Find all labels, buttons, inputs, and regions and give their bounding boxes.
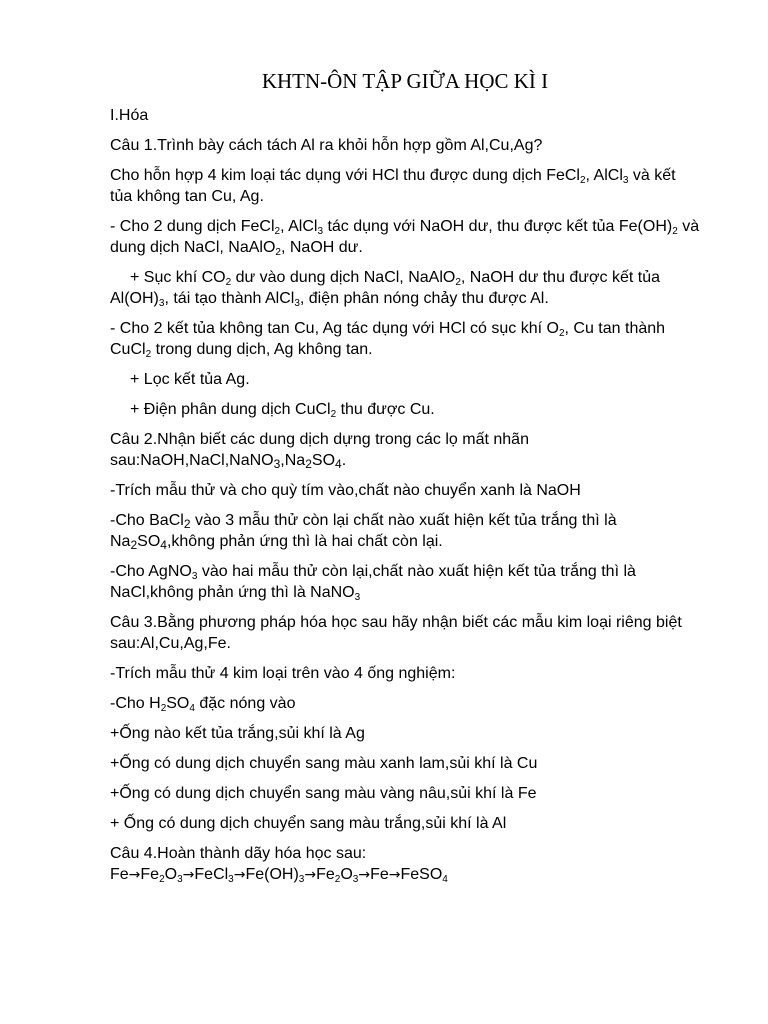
question-4	[110, 843, 700, 886]
q3-paragraph-1: -Trích mẫu thử 4 kim loại trên vào 4 ống nghiệm:	[110, 665, 456, 682]
q2-paragraph-3: -Cho AgNO$_3$ vào hai mẫu thử còn lại,chất nào xuất hiện kết tủa trắng thì là NaCl,không phản ứng thì là NaNO$_3$	[110, 563, 636, 603]
q1-paragraph-1: Cho hỗn hợp 4 kim loại tác dụng với HCl thu được dung dịch FeCl$_2$, AlCl$_3$ và kết tủa không tan Cu, Ag.	[110, 167, 676, 205]
question-2: Câu 2.Nhận biết các dung dịch dựng trong các lọ mất nhãn $sau:NaOH,NaCl,NaNO_3,Na_2SO_4$.	[110, 431, 529, 471]
section-heading: I.Hóa	[110, 107, 149, 124]
arrow-right-icon: →	[358, 867, 371, 883]
q3-paragraph-4: +Ống có dung dịch chuyển sang màu xanh lam,sủi khí là Cu	[110, 755, 538, 772]
q1-paragraph-4: - Cho 2 kết tủa không tan Cu, Ag tác dụng với HCl có sục khí $O_2$, Cu tan thành CuCl$_2$ trong dung dịch, Ag không tan.	[110, 320, 666, 360]
question-3: Câu 3.Bằng phương pháp hóa học sau hãy nhận biết các mẫu kim loại riêng biệt sau:Al,Cu,Ag,Fe.	[110, 614, 682, 652]
q1-paragraph-3: + Sục khí $CO_2$ dư vào dung dịch NaCl, NaAlO$_2$, NaOH dư thu được kết tủa $Al(OH)_3$, tái tạo thành AlCl$_3$, điện phân nóng chảy thu được Al.	[110, 269, 660, 309]
q2-paragraph-2: -Cho BaCl$_2$ vào 3 mẫu thử còn lại chất nào xuất hiện kết tủa trắng thì là $Na_2SO_4,không$ phản ứng thì là hai chất còn lại.	[110, 512, 617, 552]
reaction-chain: $Fe\to Fe_2O_3\to FeCl_3\to Fe(OH)_3\to Fe_2O_3\to Fe\to FeSO_4$	[110, 866, 448, 885]
arrow-right-icon: →	[304, 867, 317, 883]
q3-paragraph-6: + Ống có dung dịch chuyển sang màu trắng,sủi khí là Al	[110, 815, 507, 832]
document-title: KHTN-ÔN TẬP GIỮA HỌC KÌ I	[261, 69, 549, 93]
q1-paragraph-6: + Điện phân dung dịch CuCl$_2$ thu được Cu.	[130, 401, 435, 420]
arrow-right-icon: →	[388, 867, 401, 883]
arrow-right-icon: →	[233, 867, 246, 883]
arrow-right-icon: →	[182, 867, 195, 883]
question-4-text: Câu 4.Hoàn thành dãy hóa học sau:	[110, 845, 367, 862]
q2-paragraph-1: -Trích mẫu thử và cho quỳ tím vào,chất nào chuyển xanh là NaOH	[110, 482, 581, 499]
q3-paragraph-3: +Ống nào kết tủa trắng,sủi khí là Ag	[110, 725, 365, 742]
q3-paragraph-2: -Cho $H_2SO_4$ đặc nóng vào	[110, 695, 296, 714]
q3-paragraph-5: +Ống có dung dịch chuyển sang màu vàng nâu,sủi khí là Fe	[110, 785, 537, 802]
q1-paragraph-2: - Cho 2 dung dịch FeCl$_2$, AlCl$_3$ tác dụng với NaOH dư, thu được kết tủa $Fe(OH)_2$ và dung dịch NaCl, NaAlO$_2$, NaOH dư.	[110, 218, 700, 258]
question-1: Câu 1.Trình bày cách tách Al ra khỏi hỗn hợp gồm Al,Cu,Ag?	[110, 137, 543, 154]
q1-paragraph-5: + Lọc kết tủa Ag.	[130, 371, 250, 388]
arrow-right-icon: →	[128, 867, 141, 883]
document-page	[110, 66, 700, 886]
